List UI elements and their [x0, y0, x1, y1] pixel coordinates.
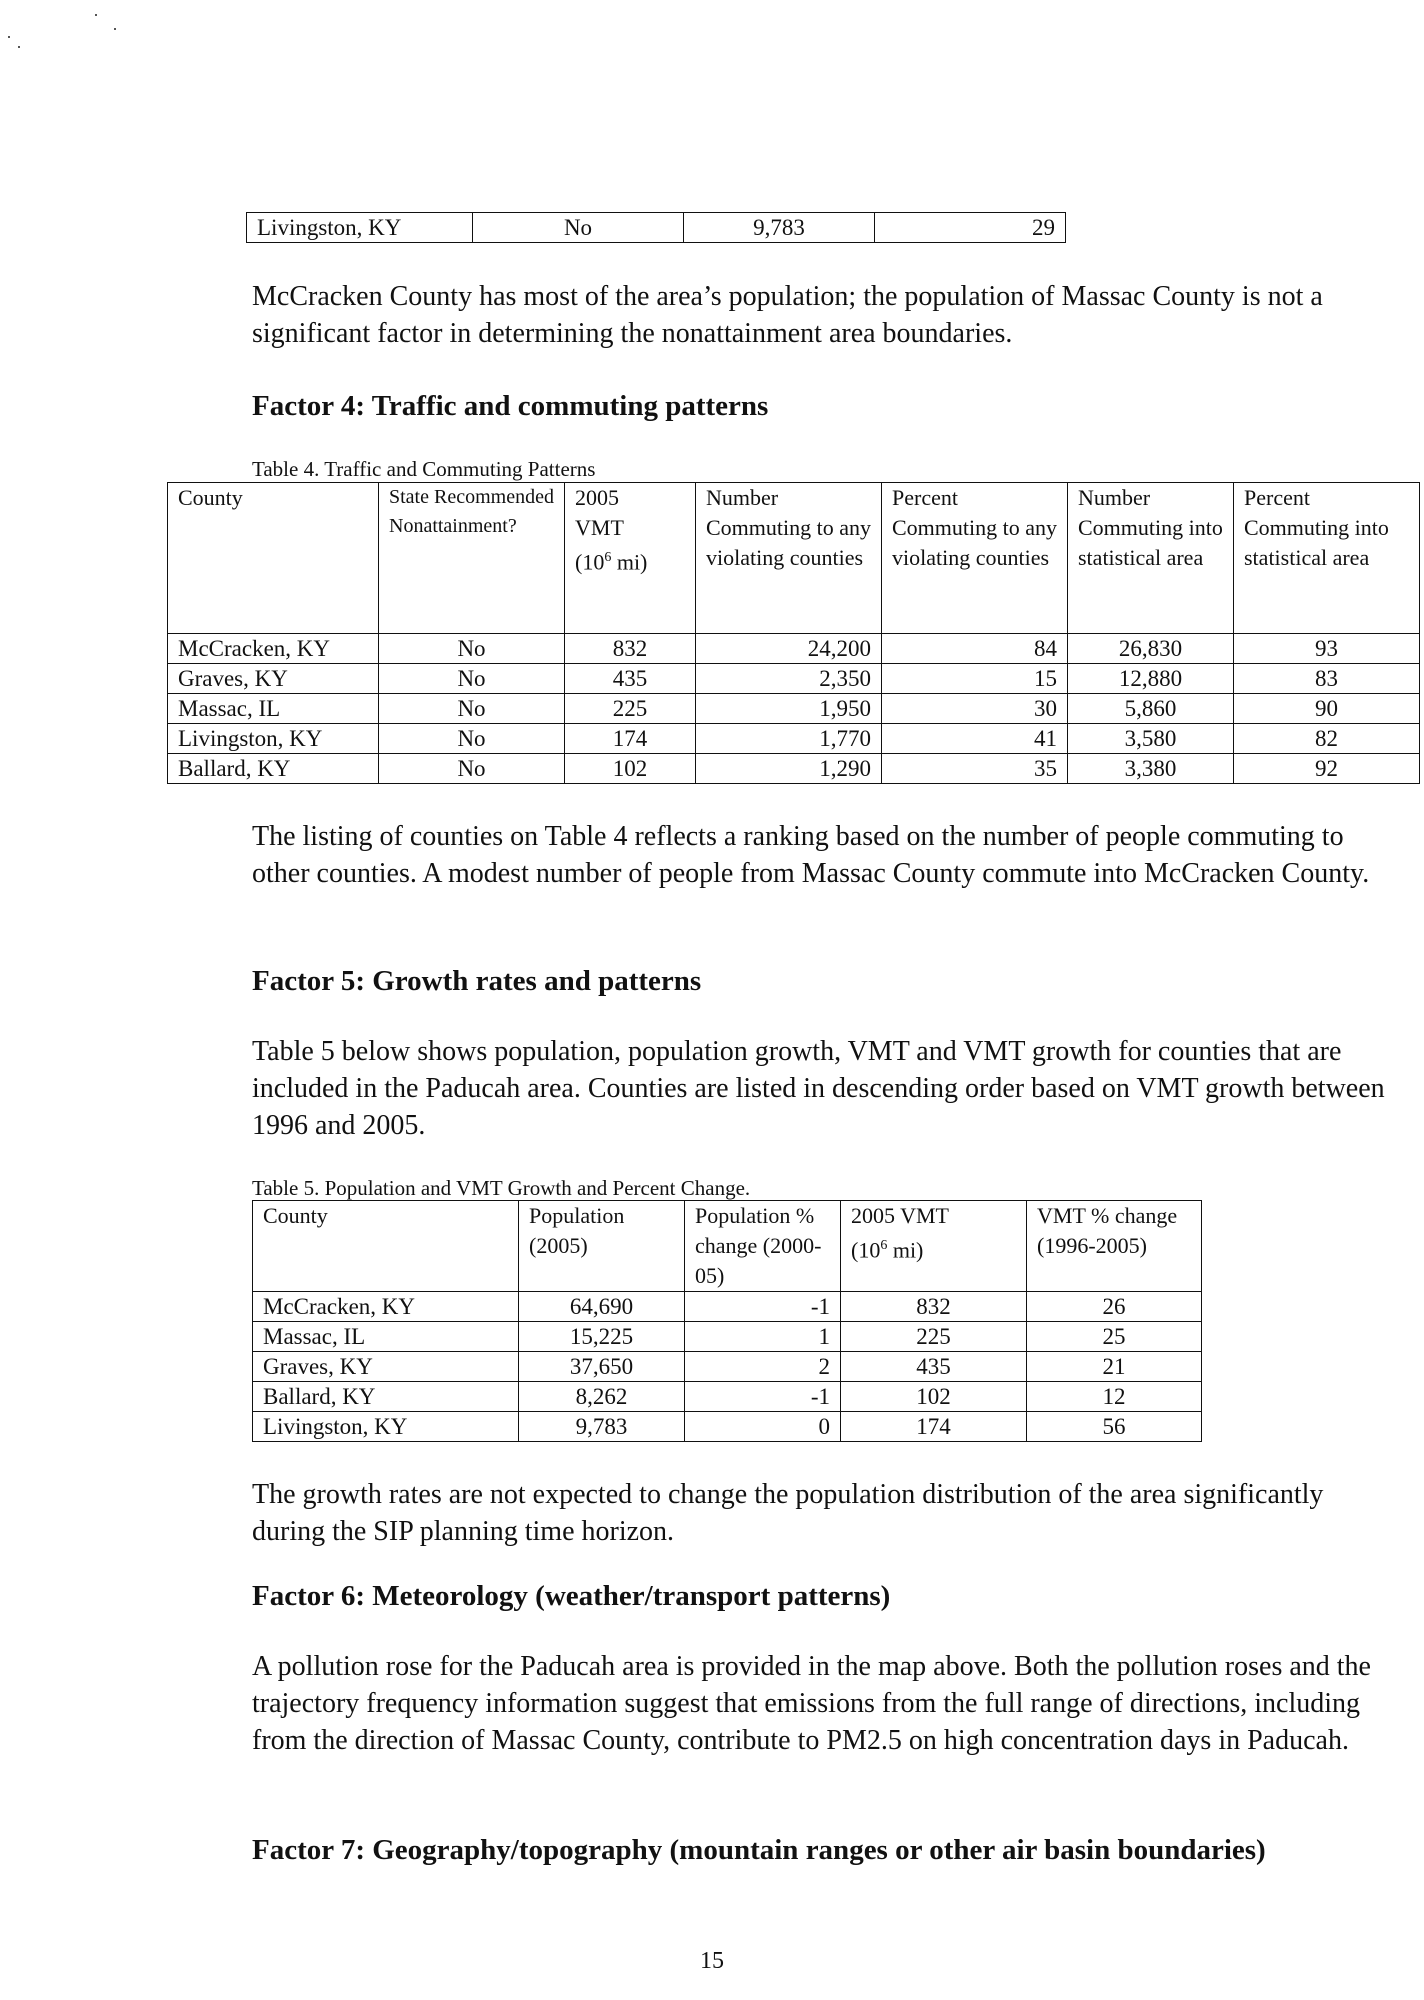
county-cell: McCracken, KY [253, 1292, 519, 1322]
table-header-row [253, 1201, 1202, 1292]
population-change-cell: 2 [685, 1352, 841, 1382]
population-change-cell: -1 [685, 1292, 841, 1322]
table-row [253, 1412, 1202, 1442]
county-cell: Massac, IL [168, 694, 379, 724]
header-county: County [168, 483, 379, 634]
paragraph-meteorology: A pollution rose for the Paducah area is provided in the map above. Both the pollution roses and the trajectory frequency information suggest that emissions from the full range of directions, including from the direction of Massac County, contribute to PM2.5 on high concentration days in Paducah. [252, 1651, 1371, 1756]
scan-speck [95, 14, 97, 16]
county-cell: Ballard, KY [253, 1382, 519, 1412]
number-violating-cell: 24,200 [696, 634, 882, 664]
number-violating-cell: 1,770 [696, 724, 882, 754]
population-cell: 8,262 [519, 1382, 685, 1412]
population-cell: 9,783 [684, 213, 875, 243]
header-number-statistical: Number Commuting into statistical area [1068, 483, 1234, 634]
vmt-cell: 225 [841, 1322, 1027, 1352]
header-state: State Recommended Nonattainment? [379, 483, 565, 634]
header-vmt-change: VMT % change (1996-2005) [1027, 1201, 1202, 1292]
state-cell: No [379, 754, 565, 784]
percent-statistical-cell: 93 [1234, 634, 1420, 664]
county-cell: Livingston, KY [253, 1412, 519, 1442]
population-cell: 15,225 [519, 1322, 685, 1352]
paragraph-growth-rates: The growth rates are not expected to change the population distribution of the area significantly during the SIP planning time horizon. [252, 1479, 1324, 1547]
number-violating-cell: 1,950 [696, 694, 882, 724]
vmt-cell: 174 [841, 1412, 1027, 1442]
number-violating-cell: 2,350 [696, 664, 882, 694]
county-cell: Graves, KY [168, 664, 379, 694]
county-cell: Livingston, KY [247, 213, 473, 243]
population-change-cell: 1 [685, 1322, 841, 1352]
county-cell: Massac, IL [253, 1322, 519, 1352]
table5 [252, 1200, 1202, 1442]
table-row [168, 634, 1420, 664]
number-statistical-cell: 12,880 [1068, 664, 1234, 694]
vmt-cell: 102 [565, 754, 696, 784]
vmt-change-cell: 25 [1027, 1322, 1202, 1352]
number-statistical-cell: 3,380 [1068, 754, 1234, 784]
percent-violating-cell: 35 [882, 754, 1068, 784]
table-row [168, 694, 1420, 724]
paragraph-population: McCracken County has most of the area’s population; the population of Massac County is not a significant factor in determining the nonattainment area boundaries. [252, 281, 1323, 349]
header-population: Population (2005) [519, 1201, 685, 1292]
paragraph-table4-ranking: The listing of counties on Table 4 reflects a ranking based on the number of people commuting to other counties. A modest number of people from Massac County commute into McCracken County. [252, 821, 1370, 889]
vmt-change-cell: 56 [1027, 1412, 1202, 1442]
factor7-heading: Factor 7: Geography/topography (mountain ranges or other air basin boundaries) [252, 1834, 1266, 1866]
number-statistical-cell: 5,860 [1068, 694, 1234, 724]
table-row [168, 754, 1420, 784]
table3-continuation [246, 212, 1066, 243]
header-population-change: Population % change (2000-05) [685, 1201, 841, 1292]
table-row [253, 1352, 1202, 1382]
vmt-cell: 832 [565, 634, 696, 664]
county-cell: Livingston, KY [168, 724, 379, 754]
header-vmt: 2005 VMT ($10^6$ mi) [565, 483, 696, 634]
paragraph-table5-intro: Table 5 below shows population, population growth, VMT and VMT growth for counties that are included in the Paducah area. Counties are listed in descending order based on VMT growth between 1996 and 2005. [252, 1036, 1385, 1141]
table5-caption: Table 5. Population and VMT Growth and Percent Change. [252, 1176, 751, 1200]
percent-violating-cell: 30 [882, 694, 1068, 724]
vmt-change-cell: 21 [1027, 1352, 1202, 1382]
vmt-change-cell: 12 [1027, 1382, 1202, 1412]
scan-speck [8, 36, 10, 38]
vmt-cell: 435 [841, 1352, 1027, 1382]
number-statistical-cell: 26,830 [1068, 634, 1234, 664]
page-number: 15 [700, 1948, 724, 1974]
vmt-cell: 832 [841, 1292, 1027, 1322]
county-cell: McCracken, KY [168, 634, 379, 664]
population-change-cell: 0 [685, 1412, 841, 1442]
population-cell: 9,783 [519, 1412, 685, 1442]
percent-statistical-cell: 83 [1234, 664, 1420, 694]
factor5-heading: Factor 5: Growth rates and patterns [252, 965, 702, 997]
county-cell: Graves, KY [253, 1352, 519, 1382]
percent-violating-cell: 15 [882, 664, 1068, 694]
factor4-heading: Factor 4: Traffic and commuting patterns [252, 390, 769, 422]
vmt-change-cell: 26 [1027, 1292, 1202, 1322]
population-change-cell: -1 [685, 1382, 841, 1412]
percent-violating-cell: 41 [882, 724, 1068, 754]
table-row [253, 1292, 1202, 1322]
percent-violating-cell: 84 [882, 634, 1068, 664]
header-county: County [253, 1201, 519, 1292]
state-cell: No [473, 213, 684, 243]
scan-speck [114, 28, 116, 30]
number-statistical-cell: 3,580 [1068, 724, 1234, 754]
percent-statistical-cell: 92 [1234, 754, 1420, 784]
table-row [168, 664, 1420, 694]
state-cell: No [379, 634, 565, 664]
table-row [247, 213, 1066, 243]
state-cell: No [379, 694, 565, 724]
table4-caption: Table 4. Traffic and Commuting Patterns [252, 457, 596, 481]
vmt-cell: 225 [565, 694, 696, 724]
county-cell: Ballard, KY [168, 754, 379, 784]
state-cell: No [379, 724, 565, 754]
header-vmt: 2005 VMT ($10^6$ mi) [841, 1201, 1027, 1292]
scan-speck [18, 46, 20, 48]
percent-statistical-cell: 82 [1234, 724, 1420, 754]
vmt-cell: 174 [565, 724, 696, 754]
state-cell: No [379, 664, 565, 694]
factor6-heading: Factor 6: Meteorology (weather/transport patterns) [252, 1580, 891, 1612]
table-row [253, 1382, 1202, 1412]
header-percent-statistical: Percent Commuting into statistical area [1234, 483, 1420, 634]
percent-statistical-cell: 90 [1234, 694, 1420, 724]
vmt-cell: 435 [565, 664, 696, 694]
number-violating-cell: 1,290 [696, 754, 882, 784]
table-row [168, 724, 1420, 754]
table4 [167, 482, 1420, 784]
percent-cell: 29 [875, 213, 1066, 243]
vmt-cell: 102 [841, 1382, 1027, 1412]
table-header-row [168, 483, 1420, 634]
header-number-violating: Number Commuting to any violating counties [696, 483, 882, 634]
population-cell: 64,690 [519, 1292, 685, 1322]
population-cell: 37,650 [519, 1352, 685, 1382]
header-percent-violating: Percent Commuting to any violating counties [882, 483, 1068, 634]
table-row [253, 1322, 1202, 1352]
